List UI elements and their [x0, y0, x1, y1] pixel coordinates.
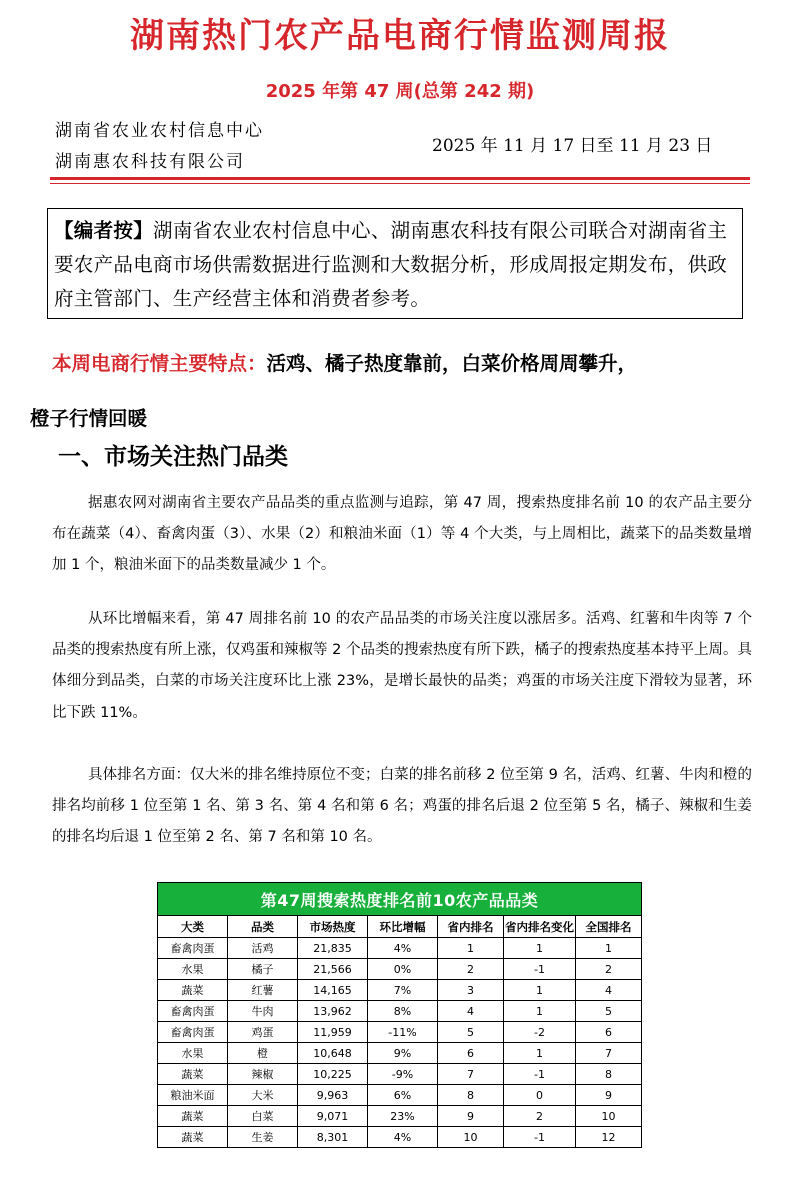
table-cell: 8,301 [298, 1127, 368, 1148]
table-cell: 大米 [228, 1085, 298, 1106]
table-row [158, 938, 642, 959]
table-cell: 白菜 [228, 1106, 298, 1127]
column-header: 大类 [158, 916, 228, 938]
paragraph-2: 从环比增幅来看，第 47 周排名前 10 的农产品品类的市场关注度以涨居多。活鸡、红薯和牛肉等 7 个品类的搜索热度有所上涨，仅鸡蛋和辣椒等 2 个品类的搜索热度有所下跌，橘子的搜索热度基本持平上周。具体细分到品类，白菜的市场关注度环比上涨 23%，是增长最快的品类；鸡蛋的市场关注度下滑较为显著，环比下跌 11%。 [52, 611, 752, 721]
table-row [158, 1064, 642, 1085]
table-cell: 1 [504, 938, 576, 959]
table-cell: 11,959 [298, 1022, 368, 1043]
table-row [158, 959, 642, 980]
table-cell: 10 [438, 1127, 504, 1148]
table-cell: 7% [368, 980, 438, 1001]
date-range: 2025 年 11 月 17 日至 11 月 23 日 [432, 136, 713, 156]
table-cell: 辣椒 [228, 1064, 298, 1085]
publisher-org-1: 湖南省农业农村信息中心 [55, 121, 264, 141]
header-divider-thin [50, 183, 750, 184]
table-cell: 21,835 [298, 938, 368, 959]
column-header: 环比增幅 [368, 916, 438, 938]
table-cell: 1 [576, 938, 642, 959]
features-label: 本周电商行情主要特点： [52, 352, 267, 375]
features-line-2: 橙子行情回暖 [30, 407, 148, 430]
table-cell: 10,225 [298, 1064, 368, 1085]
table-cell: 1 [504, 1001, 576, 1022]
table-cell: 6 [438, 1043, 504, 1064]
table-row [158, 1085, 642, 1106]
table-cell: 5 [576, 1001, 642, 1022]
table-cell: 6 [576, 1022, 642, 1043]
table-cell: 8 [438, 1085, 504, 1106]
features-line-1: 活鸡、橘子热度靠前，白菜价格周周攀升， [266, 352, 638, 375]
table-cell: 1 [504, 1043, 576, 1064]
table-cell: 2 [438, 959, 504, 980]
report-title: 湖南热门农产品电商行情监测周报 [130, 16, 670, 56]
table-cell: 6% [368, 1085, 438, 1106]
paragraph-1: 据惠农网对湖南省主要农产品品类的重点监测与追踪，第 47 周，搜索热度排名前 10 的农产品主要分布在蔬菜（4）、畜禽肉蛋（3）、水果（2）和粮油米面（1）等 4 个大类，与上周相比，蔬菜下的品类数量增加 1 个，粮油米面下的品类数量减少 1 个。 [52, 495, 752, 574]
table-cell: 9,071 [298, 1106, 368, 1127]
column-header: 全国排名 [576, 916, 642, 938]
table-cell: 9% [368, 1043, 438, 1064]
ranking-table [157, 882, 642, 1148]
table-cell: 9,963 [298, 1085, 368, 1106]
table-cell: 水果 [158, 1043, 228, 1064]
table-row [158, 1022, 642, 1043]
table-cell: 10,648 [298, 1043, 368, 1064]
table-cell: 12 [576, 1127, 642, 1148]
table-title: 第47周搜索热度排名前10农产品品类 [158, 883, 642, 916]
table-cell: 生姜 [228, 1127, 298, 1148]
column-header: 品类 [228, 916, 298, 938]
table-cell: -1 [504, 1127, 576, 1148]
editor-note-label: 【编者按】 [54, 219, 154, 242]
table-cell: 5 [438, 1022, 504, 1043]
table-cell: 23% [368, 1106, 438, 1127]
table-row [158, 1043, 642, 1064]
table-cell: 9 [576, 1085, 642, 1106]
table-cell: 4% [368, 1127, 438, 1148]
table-row [158, 1106, 642, 1127]
publisher-org-2: 湖南惠农科技有限公司 [55, 152, 245, 172]
table-cell: 鸡蛋 [228, 1022, 298, 1043]
table-cell: -1 [504, 959, 576, 980]
table-cell: 4 [576, 980, 642, 1001]
table-cell: 0% [368, 959, 438, 980]
table-cell: 2 [576, 959, 642, 980]
column-header: 省内排名 [438, 916, 504, 938]
ranking-table-wrapper [157, 882, 641, 1148]
table-cell: 7 [438, 1064, 504, 1085]
table-cell: 粮油米面 [158, 1085, 228, 1106]
table-cell: 橘子 [228, 959, 298, 980]
table-cell: 红薯 [228, 980, 298, 1001]
table-cell: 3 [438, 980, 504, 1001]
table-cell: 13,962 [298, 1001, 368, 1022]
table-cell: 4% [368, 938, 438, 959]
table-cell: 畜禽肉蛋 [158, 938, 228, 959]
column-header: 市场热度 [298, 916, 368, 938]
table-cell: 活鸡 [228, 938, 298, 959]
table-cell: 畜禽肉蛋 [158, 1001, 228, 1022]
table-cell: 9 [438, 1106, 504, 1127]
table-cell: 畜禽肉蛋 [158, 1022, 228, 1043]
table-body [158, 938, 642, 1148]
table-cell: 2 [504, 1106, 576, 1127]
table-cell: 21,566 [298, 959, 368, 980]
table-cell: 蔬菜 [158, 1127, 228, 1148]
table-cell: 0 [504, 1085, 576, 1106]
table-cell: 1 [438, 938, 504, 959]
table-cell: 水果 [158, 959, 228, 980]
table-cell: 14,165 [298, 980, 368, 1001]
table-row [158, 980, 642, 1001]
table-header-row [158, 916, 642, 938]
table-cell: 8 [576, 1064, 642, 1085]
table-cell: 橙 [228, 1043, 298, 1064]
table-cell: 8% [368, 1001, 438, 1022]
table-cell: -1 [504, 1064, 576, 1085]
table-cell: -2 [504, 1022, 576, 1043]
column-header: 省内排名变化 [504, 916, 576, 938]
table-cell: 7 [576, 1043, 642, 1064]
section-heading: 一、市场关注热门品类 [58, 444, 288, 470]
issue-number: 2025 年第 47 周(总第 242 期) [265, 81, 535, 102]
table-cell: 4 [438, 1001, 504, 1022]
table-cell: 1 [504, 980, 576, 1001]
table-cell: 牛肉 [228, 1001, 298, 1022]
table-cell: 10 [576, 1106, 642, 1127]
editor-note-text: 湖南省农业农村信息中心、湖南惠农科技有限公司联合对湖南省主要农产品电商市场供需数据进行监测和大数据分析，形成周报定期发布，供政府主管部门、生产经营主体和消费者参考。 [54, 219, 728, 310]
weekly-features [30, 336, 770, 446]
table-row [158, 1001, 642, 1022]
paragraph-3: 具体排名方面：仅大米的排名维持原位不变；白菜的排名前移 2 位至第 9 名，活鸡、红薯、牛肉和橙的排名均前移 1 位至第 1 名、第 3 名、第 4 名和第 6 名；鸡蛋的排名后退 2 位至第 5 名，橘子、辣椒和生姜的排名均后退 1 位至第 2 名、第 7 名和第 10 名。 [52, 767, 752, 846]
table-cell: -11% [368, 1022, 438, 1043]
header-divider-thick [50, 177, 750, 180]
table-cell: 蔬菜 [158, 980, 228, 1001]
table-cell: 蔬菜 [158, 1064, 228, 1085]
table-cell: 蔬菜 [158, 1106, 228, 1127]
table-row [158, 1127, 642, 1148]
editor-note-box [47, 208, 743, 319]
table-cell: -9% [368, 1064, 438, 1085]
